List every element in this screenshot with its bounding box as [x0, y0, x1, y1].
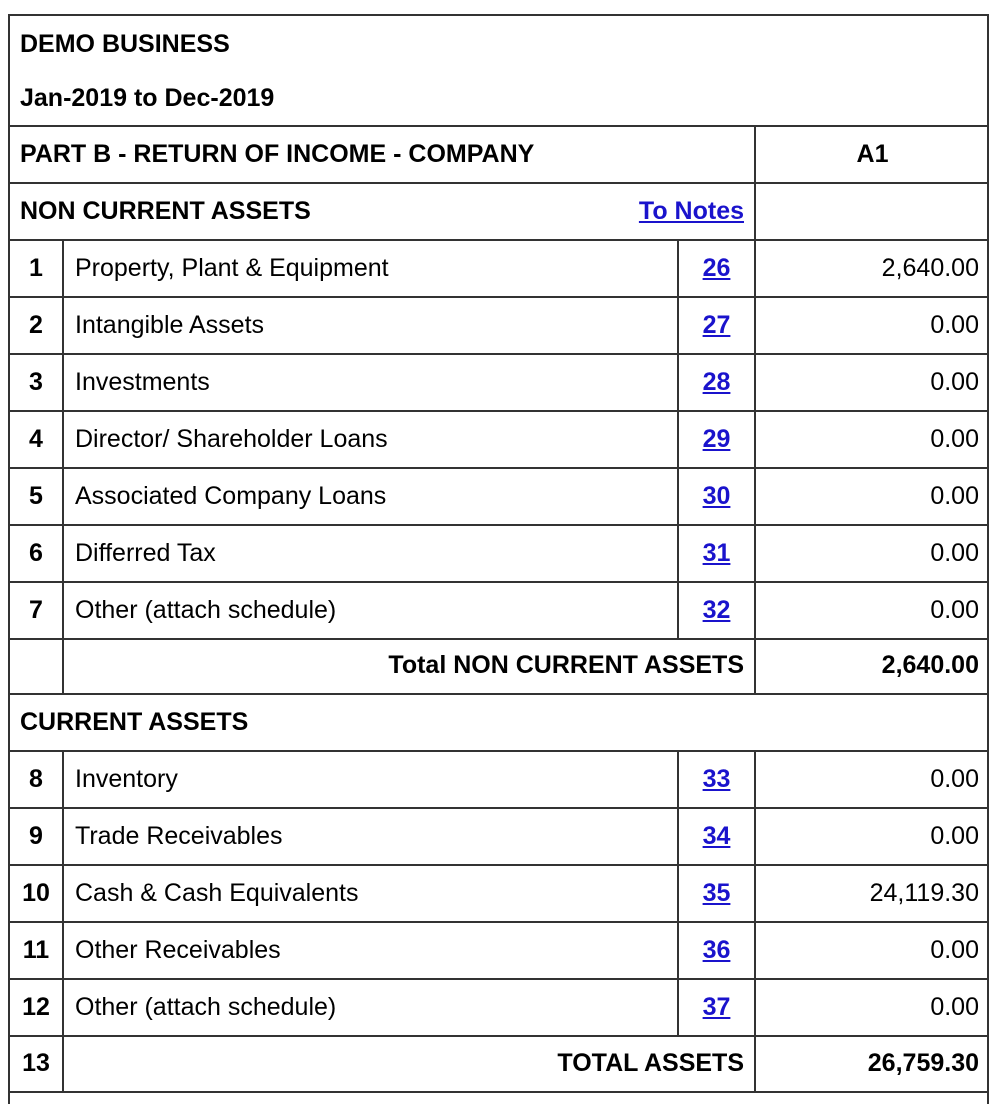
form-title-row — [10, 127, 987, 184]
row-number: 8 — [29, 765, 43, 793]
row-label: Inventory — [62, 752, 677, 807]
row-number: 13 — [22, 1049, 50, 1077]
row-amount: 2,640.00 — [754, 241, 989, 296]
row-label: Associated Company Loans — [62, 469, 677, 524]
table-row — [10, 355, 987, 412]
row-label: Differred Tax — [62, 526, 677, 581]
row-label: Other (attach schedule) — [62, 980, 677, 1035]
row-label: Other (attach schedule) — [62, 583, 677, 638]
row-number-blank — [10, 638, 62, 693]
total-assets-amount: 26,759.30 — [754, 1036, 989, 1091]
to-notes-link[interactable]: To Notes — [638, 197, 744, 225]
table-row — [10, 583, 987, 640]
column-code: A1 — [754, 127, 989, 182]
row-amount: 0.00 — [754, 583, 989, 638]
row-amount: 0.00 — [754, 526, 989, 581]
row-amount: 0.00 — [754, 298, 989, 353]
table-row — [10, 980, 987, 1037]
note-link[interactable]: 36 — [702, 936, 731, 964]
row-amount: 0.00 — [754, 469, 989, 524]
total-assets-row — [10, 1036, 987, 1093]
section-header-current — [10, 695, 987, 752]
note-link[interactable]: 33 — [702, 765, 731, 793]
row-amount: 0.00 — [754, 752, 989, 807]
row-amount: 0.00 — [754, 809, 989, 864]
table-row — [10, 809, 987, 866]
total-non-current-label: Total NON CURRENT ASSETS — [62, 638, 754, 693]
table-row — [10, 752, 987, 809]
row-number: 3 — [29, 368, 43, 396]
row-number: 7 — [29, 596, 43, 624]
note-link[interactable]: 28 — [702, 368, 731, 396]
row-number: 6 — [29, 539, 43, 567]
row-number: 4 — [29, 425, 43, 453]
table-row — [10, 412, 987, 469]
row-amount: 0.00 — [754, 412, 989, 467]
business-name: DEMO BUSINESS — [20, 29, 230, 58]
row-label: Property, Plant & Equipment — [62, 241, 677, 296]
table-row — [10, 241, 987, 298]
section-title-current: CURRENT ASSETS — [20, 708, 249, 736]
note-link[interactable]: 27 — [702, 311, 731, 339]
row-number: 12 — [22, 993, 50, 1021]
note-link[interactable]: 31 — [702, 539, 731, 567]
row-label: Cash & Cash Equivalents — [62, 866, 677, 921]
table-row — [10, 298, 987, 355]
business-header — [10, 16, 987, 127]
table-row — [10, 923, 987, 980]
reporting-period: Jan-2019 to Dec-2019 — [20, 83, 275, 112]
note-link[interactable]: 26 — [702, 254, 731, 282]
note-link[interactable]: 30 — [702, 482, 731, 510]
note-link[interactable]: 37 — [702, 993, 731, 1021]
note-link[interactable]: 29 — [702, 425, 731, 453]
row-label: Intangible Assets — [62, 298, 677, 353]
row-label: Director/ Shareholder Loans — [62, 412, 677, 467]
table-row — [10, 526, 987, 583]
total-assets-label: TOTAL ASSETS — [62, 1036, 754, 1091]
row-number: 2 — [29, 311, 43, 339]
total-non-current-amount: 2,640.00 — [754, 638, 989, 693]
section-title-non-current: NON CURRENT ASSETS — [20, 197, 311, 225]
note-link[interactable]: 34 — [702, 822, 731, 850]
row-amount: 0.00 — [754, 980, 989, 1035]
table-row — [10, 866, 987, 923]
blank-amount-cell — [754, 184, 989, 239]
row-number: 9 — [29, 822, 43, 850]
row-label: Trade Receivables — [62, 809, 677, 864]
table-row — [10, 469, 987, 526]
note-link[interactable]: 32 — [702, 596, 731, 624]
row-amount: 0.00 — [754, 355, 989, 410]
row-label: Other Receivables — [62, 923, 677, 978]
row-amount: 24,119.30 — [754, 866, 989, 921]
row-number: 10 — [22, 879, 50, 907]
note-link[interactable]: 35 — [702, 879, 731, 907]
row-amount: 0.00 — [754, 923, 989, 978]
row-number: 5 — [29, 482, 43, 510]
row-label: Investments — [62, 355, 677, 410]
form-title: PART B - RETURN OF INCOME - COMPANY — [20, 140, 535, 168]
section-header-non-current — [10, 184, 987, 241]
row-number: 11 — [22, 936, 50, 964]
row-number: 1 — [29, 254, 43, 282]
total-non-current-row — [10, 638, 987, 695]
balance-sheet-table — [8, 14, 989, 1104]
